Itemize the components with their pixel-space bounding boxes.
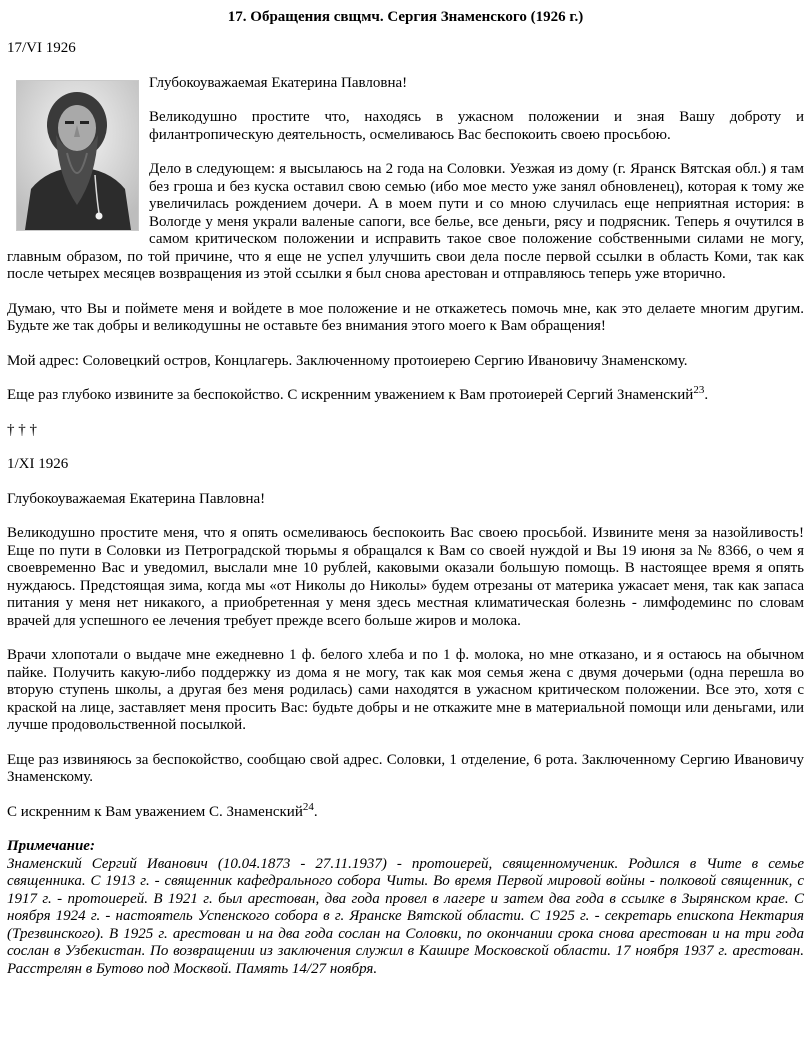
letter1-paragraph-3: Думаю, что Вы и поймете меня и войдете в мое положение и не откажетесь помочь мне, как это делаете многим другим. Будьте же так добры и великодушны не оставьте без внимания этого моего к Вам обращения! (7, 300, 804, 334)
letter1-closing-end: . (704, 387, 709, 403)
letter1-closing (7, 384, 804, 405)
letter2-paragraph-1: Великодушно простите меня, что я опять осмеливаюсь беспокоить Вас своею просьбой. Извините меня за назойливость! Еще по пути в Соловки из Петроградской тюрьмы я обращался к Вам со своей нуждой и Вы 19 июня за № 8366, о чем я своевременно Вас и уведомил, выслали мне 10 рублей, каковыми оказали большую помощь. В настоящее время я опять нуждаюсь. Предстоящая зима, когда мы «от Николы до Николы» будем отрезаны от материка ужасает меня, так как запаса питания у меня нет никакого, а приобретенная у меня здесь местная климатическая болезнь - лимфодеминс по словам врачей для успешного ее лечения требует прежде всего больше жиров и молока. (7, 525, 804, 629)
footnote-ref-24: 24 (302, 800, 314, 813)
letter2-date: 1/XI 1926 (7, 456, 69, 472)
letter1-address: Мой адрес: Соловецкий остров, Концлагерь. Заключенному протоиерею Сергию Ивановичу Знаменскому. (7, 352, 688, 369)
letter2-paragraph-2: Врачи хлопотали о выдаче мне ежедневно 1 ф. белого хлеба и по 1 ф. молока, но мне отказано, и я остаюсь на обычном пайке. Получить какую-либо поддержку из дома я не могу, так как моя семья жена с двумя дочерьми (одна перешла во вторую ступень школы, а другая без меня родилась) сами находятся в ужасном критическом положении. Все это, хотя с краской на лице, заставляет меня просить Вас: будьте добры и не откажите мне в материальной помощи или деньгами, или лучше продовольственной посылкой. (7, 647, 804, 733)
letter1-greeting: Глубокоуважаемая Екатерина Павловна! (149, 74, 408, 91)
letter2-address: Еще раз извиняюсь за беспокойство, сообщаю свой адрес. Соловки, 1 отделение, 6 рота. Заключенному Сергию Ивановичу Знаменскому. (7, 751, 804, 785)
page-title: 17. Обращения свщмч. Сергия Знаменского (1926 г.) (227, 9, 584, 25)
letter2-closing-end: . (313, 803, 318, 820)
letter2-closing (7, 800, 804, 822)
portrait-photo (16, 80, 139, 231)
letter1-paragraph-1: Великодушно простите что, находясь в ужасном положении и зная Вашу доброту и филантропическую деятельность, осмеливаюсь Вас беспокоить своею просьбою. (149, 109, 804, 143)
letter2-closing-text: С искренним к Вам уважением С. Знаменский (7, 803, 303, 820)
note-title: Примечание: (7, 838, 95, 854)
footnote-ref-23: 23 (693, 384, 705, 396)
letter2-greeting: Глубокоуважаемая Екатерина Павловна! (7, 490, 266, 507)
note-text: Знаменский Сергий Иванович (10.04.1873 - 27.11.1937) - протоиерей, священномученик. Родился в Чите в семье священника. С 1913 г. - священник кафедрального собора Читы. Во время Первой мировой войны - полковой священник, с 1917 г. - протоиерей. В 1921 г. был арестован, два года провел в лагере и затем два года в ссылке в Зырянском крае. С ноября 1924 г. - настоятель Успенского собора в г. Яранске Вятской области. С 1925 г. - секретарь епископа Нектария (Трезвинского). В 1925 г. арестован и на два года сослан на Соловки, по окончании срока снова арестован и на три года сослан в Узбекистан. По возвращении из заключения служил в Кашире Московской области. 17 ноября 1937 г. арестован. Расстрелян в Бутово под Москвой. Память 14/27 ноября. (7, 855, 804, 977)
separator: † † † (7, 421, 37, 438)
letter1-paragraph-2: Дело в следующем: я высылаюсь на 2 года на Соловки. Уезжая из дому (г. Яранск Вятская обл.) я там без гроша и без куска оставил свою семью (ибо мое место уже занял обновленец), которая к тому же увеличилась рождением дочери. А в моем пути и со мною случилась еще неприятная история: в Вологде у меня украли валеные сапоги, все белье, все деньги, рясу и подрясник. Теперь я очутился в самом критическом положении и исправить такое свое положение собственными силами не могу, главным образом, по той причине, что я еще не успел улучшить свои дела после первой ссылки в область Коми, так как после четырех месяцев возвращения из этой ссылки я был снова арестован и отправляюсь теперь уже вторично. (7, 161, 804, 282)
letter1-date: 17/VI 1926 (7, 40, 76, 56)
letter1-closing-text: Еще раз глубоко извините за беспокойство. С искренним уважением к Вам протоиерей Сергий Знаменский (7, 387, 694, 403)
